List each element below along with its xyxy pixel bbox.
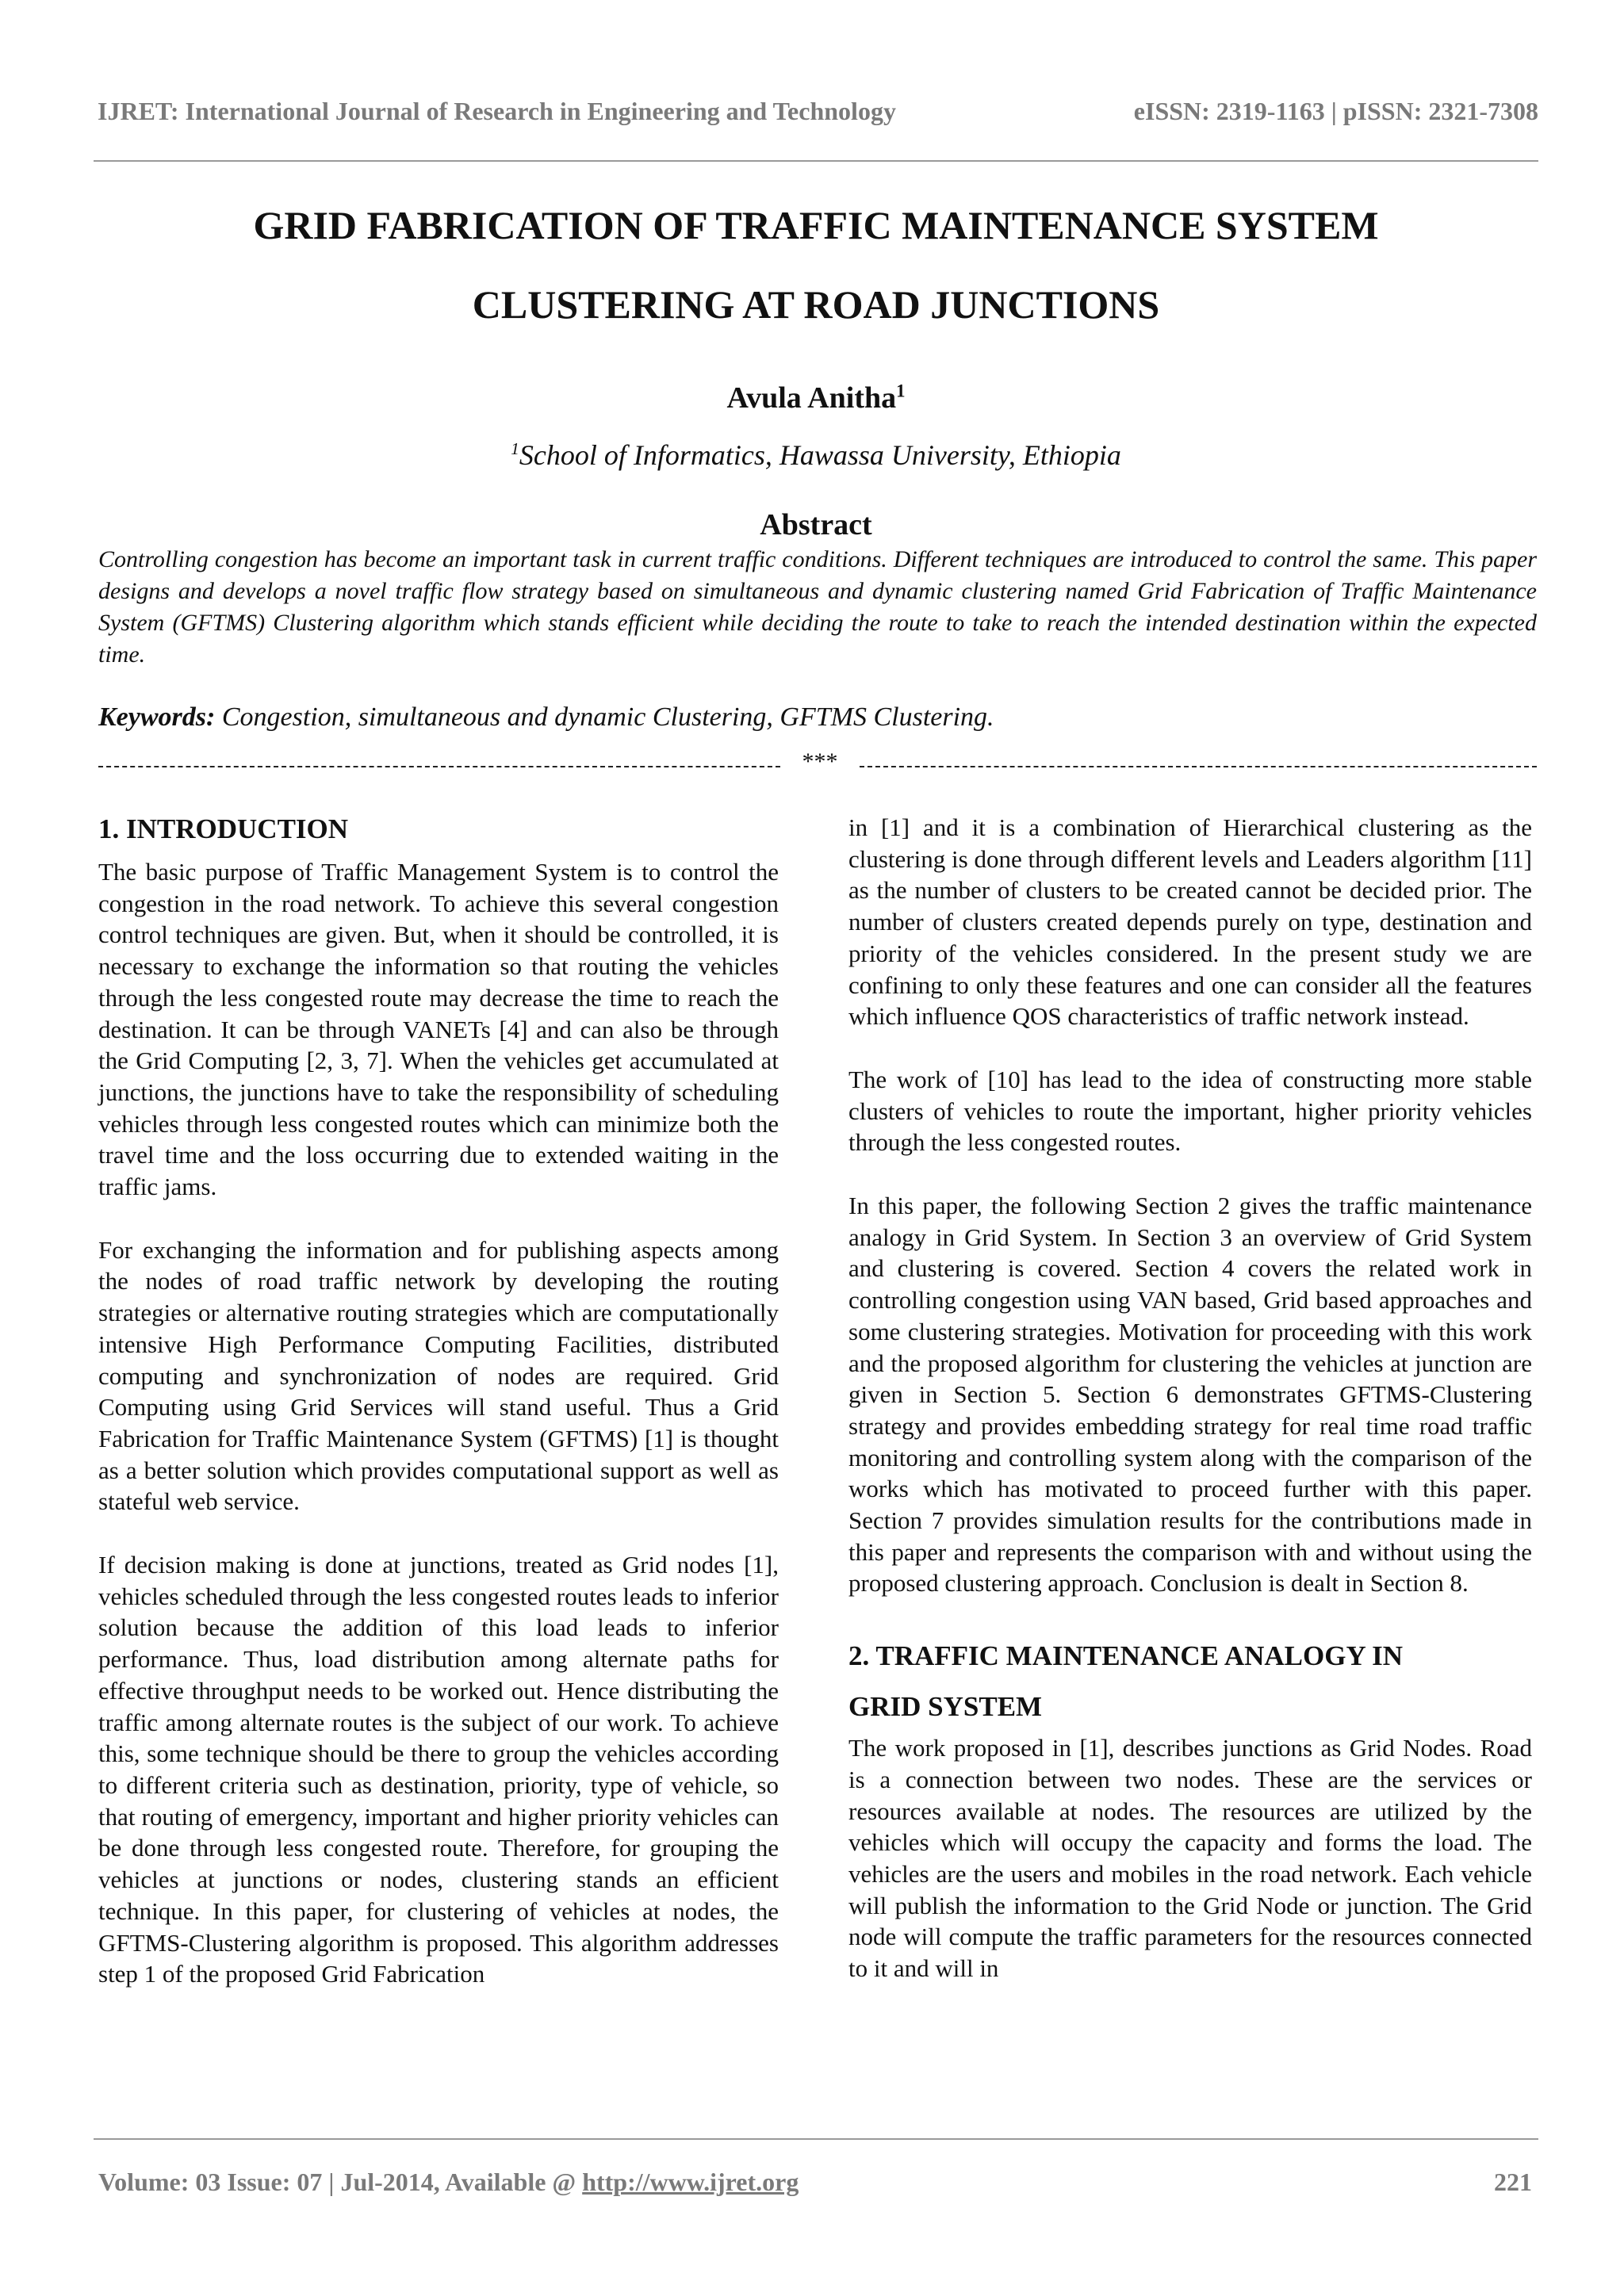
running-header [94,97,1538,128]
abstract-text: Controlling congestion has become an important task in current traffic conditions. Different techniques are introduced to control the same. This paper designs and develops a novel traffic flow strategy based on simultaneous and dynamic clustering named Grid Fabrication of Traffic Maintenance System (GFTMS) Clustering algorithm which stands efficient while deciding the route to take to reach the intended destination within the expected time. [98,546,1537,668]
issn-info: eISSN: 2319-1163 | pISSN: 2321-7308 [1133,97,1538,125]
footer-volume: Volume: 03 Issue: 07 | Jul-2014, Available @ [98,2168,583,2196]
separator-dash-left [98,766,780,767]
separator-stars: *** [802,748,838,775]
journal-name: IJRET: International Journal of Research in Engineering and Technology [98,97,896,125]
affiliation-text: School of Informatics, Hawassa University, Ethiopia [519,439,1121,471]
left-column [98,813,779,1990]
abstract-heading: Abstract [760,508,872,541]
analogy-paragraph-1: The work proposed in [1], describes junctions as Grid Nodes. Road is a connection between two nodes. These are the services or resources available at nodes. The resources are utilized by the vehicles which will occupy the capacity and forms the load. The vehicles are the users and mobiles in the road network. Each vehicle will publish the information to the Grid Node or junction. The Grid node will compute the traffic parameters for the resources connected to it and will in [848,1734,1532,1983]
section-heading-analogy [848,1631,1532,1732]
intro-paragraph-3: If decision making is done at junctions, treated as Grid nodes [1], vehicles scheduled through the less congested routes leads to inferior solution because the addition of this load leads to inferior performance. Thus, load distribution among alternate paths for effective throughput needs to be worked out. Hence distributing the traffic among alternate routes is the subject of our work. To achieve this, some technique should be there to group the vehicles according to different criteria such as destination, priority, type of vehicle, so that routing of emergency, important and higher priority vehicles can be done through less congested route. Therefore, for grouping the vehicles at junctions or nodes, clustering stands an efficient technique. In this paper, for clustering of vehicles at nodes, the GFTMS-Clustering algorithm is proposed. This algorithm addresses step 1 of the proposed Grid Fabrication [98,1551,779,1988]
paper-title-line-1: GRID FABRICATION OF TRAFFIC MAINTENANCE SYSTEM [253,203,1379,247]
separator-dash-right [860,766,1537,767]
paper-title-line-2: CLUSTERING AT ROAD JUNCTIONS [472,282,1160,327]
running-footer [98,2168,1532,2197]
intro-continuation-paragraph-3: In this paper, the following Section 2 gives the traffic maintenance analogy in Grid System. In Section 3 an overview of Grid System and clustering is covered. Section 4 covers the related work in controlling congestion using VAN based, Grid based approaches and some clustering strategies. Motivation for proceeding with this work and the proposed algorithm for clustering the vehicles at junction are given in Section 5. Section 6 demonstrates GFTMS-Clustering strategy and provides embedding strategy for real time road traffic monitoring and controlling system along with the comparison of the works which has motivated to proceed further with this paper. Section 7 provides simulation results for the contributions made in this paper and represents the comparison with and without using the proposed clustering approach. Conclusion is dealt in Section 8. [848,1192,1532,1598]
right-column [848,812,1532,1984]
affiliation-line [94,438,1538,472]
keywords-label: Keywords: [98,702,216,732]
author-line [94,381,1538,415]
header-rule [94,160,1538,162]
affiliation-superscript: 1 [511,439,519,458]
page-number: 221 [1494,2168,1532,2196]
author-superscript: 1 [896,381,906,401]
intro-paragraph-1: The basic purpose of Traffic Management System is to control the congestion in the road network. To achieve this several congestion control techniques are given. But, when it should be controlled, it is necessary to exchange the information so that routing the vehicles through the less congested route may decrease the time to reach the destination. It can be through VANETs [4] and can also be through the Grid Computing [2, 3, 7]. When the vehicles get accumulated at junctions, the junctions have to take the responsibility of scheduling vehicles through less congested routes which can minimize both the travel time and the loss occurring due to extended waiting in the traffic jams. [98,858,779,1201]
intro-continuation-paragraph-2: The work of [10] has lead to the idea of constructing more stable clusters of vehicles to route the important, higher priority vehicles through the less congested routes. [848,1065,1532,1157]
section-heading-analogy-line-2: GRID SYSTEM [848,1691,1043,1723]
section-heading-introduction: 1. INTRODUCTION [98,813,349,844]
intro-paragraph-2: For exchanging the information and for publishing aspects among the nodes of road traffic network by developing the routing strategies or alternative routing strategies which are computationally intensive High Performance Computing Facilities, distributed computing and synchronization of nodes are required. Grid Computing using Grid Services will stand useful. Thus a Grid Fabrication for Traffic Maintenance System (GFTMS) [1] is thought as a better solution which provides computational support as well as stateful web service. [98,1235,779,1516]
keywords-text: Congestion, simultaneous and dynamic Clustering, GFTMS Clustering. [221,702,994,732]
keywords-line [98,702,1537,733]
section-separator [98,748,1537,780]
section-heading-analogy-line-1: 2. TRAFFIC MAINTENANCE ANALOGY IN [848,1640,1404,1672]
journal-link[interactable]: http://www.ijret.org [582,2168,799,2196]
intro-continuation-paragraph-1: in [1] and it is a combination of Hierarchical clustering as the clustering is done through different levels and Leaders algorithm [11] as the number of clusters to be created cannot be decided prior. The number of clusters created depends purely on type, destination and priority of the vehicles considered. In the present study we are confining to only these features and one can consider all the features which influence QOS characteristics of traffic network instead. [848,813,1532,1031]
footer-rule [94,2138,1538,2140]
author-name: Avula Anitha [726,381,897,415]
